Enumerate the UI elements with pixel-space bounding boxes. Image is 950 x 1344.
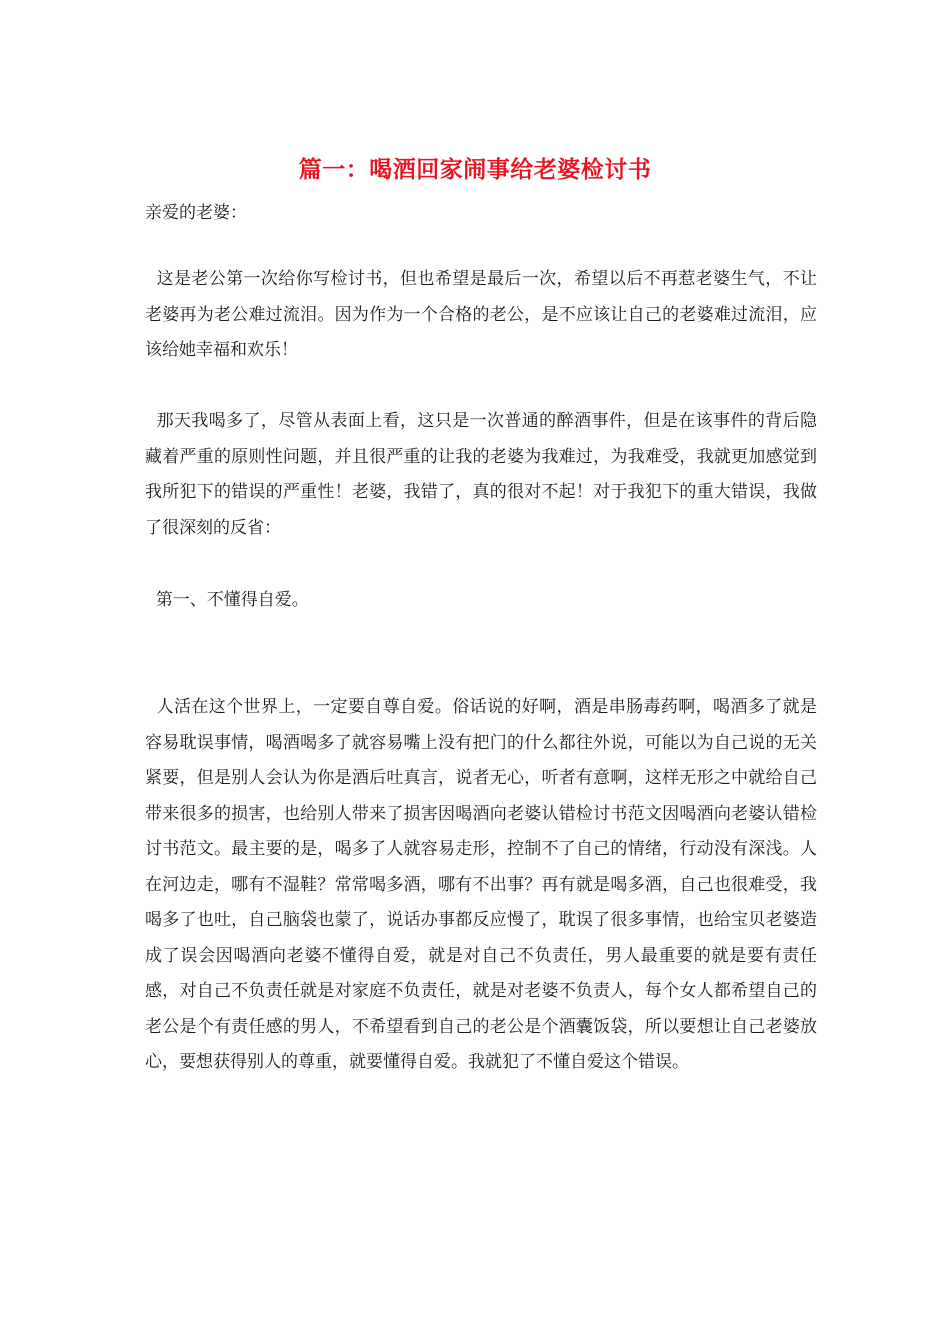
paragraph: 第一、不懂得自爱。	[145, 590, 309, 610]
document-title: 篇一：喝酒回家闹事给老婆检讨书	[298, 156, 652, 183]
paragraph: 人活在这个世界上，一定要自尊自爱。俗话说的好啊，酒是串肠毒药啊，喝酒多了就是容易耽误事情，喝酒喝多了就容易嘴上没有把门的什么都往外说，可能以为自己说的无关紧要，但是别人会认为你是酒后吐真言，说者无心，听者有意啊，这样无形之中就给自己带来很多的损害，也给别人带来了损害因喝酒向老婆认错检讨书范文因喝酒向老婆认错检讨书范文。最主要的是，喝多了人就容易走形，控制不了自己的情绪，行动没有深浅。人在河边走，哪有不湿鞋？常常喝多酒，哪有不出事？再有就是喝多酒，自己也很难受，我喝多了也吐，自己脑袋也蒙了，说话办事都反应慢了，耽误了很多事情，也给宝贝老婆造成了误会因喝酒向老婆不懂得自爱，就是对自己不负责任，男人最重要的就是要有责任感，对自己不负责任就是对家庭不负责任，就是对老婆不负责人，每个女人都希望自己的老公是个有责任感的男人，不希望看到自己的老公是个酒囊饭袋，所以要想让自己老婆放心，要想获得别人的尊重，就要懂得自爱。我就犯了不懂自爱这个错误。	[145, 697, 818, 1072]
paragraph: 那天我喝多了，尽管从表面上看，这只是一次普通的醉酒事件，但是在该事件的背后隐藏着严重的原则性问题，并且很严重的让我的老婆为我难过，为我难受，我就更加感觉到我所犯下的错误的严重性！老婆，我错了，真的很对不起！对于我犯下的重大错误，我做了很深刻的反省：	[145, 411, 818, 538]
salutation: 亲爱的老婆：	[145, 203, 247, 223]
paragraph: 这是老公第一次给你写检讨书，但也希望是最后一次，希望以后不再惹老婆生气，不让老婆再为老公难过流泪。因为作为一个合格的老公，是不应该让自己的老婆难过流泪，应该给她幸福和欢乐！	[145, 269, 818, 360]
